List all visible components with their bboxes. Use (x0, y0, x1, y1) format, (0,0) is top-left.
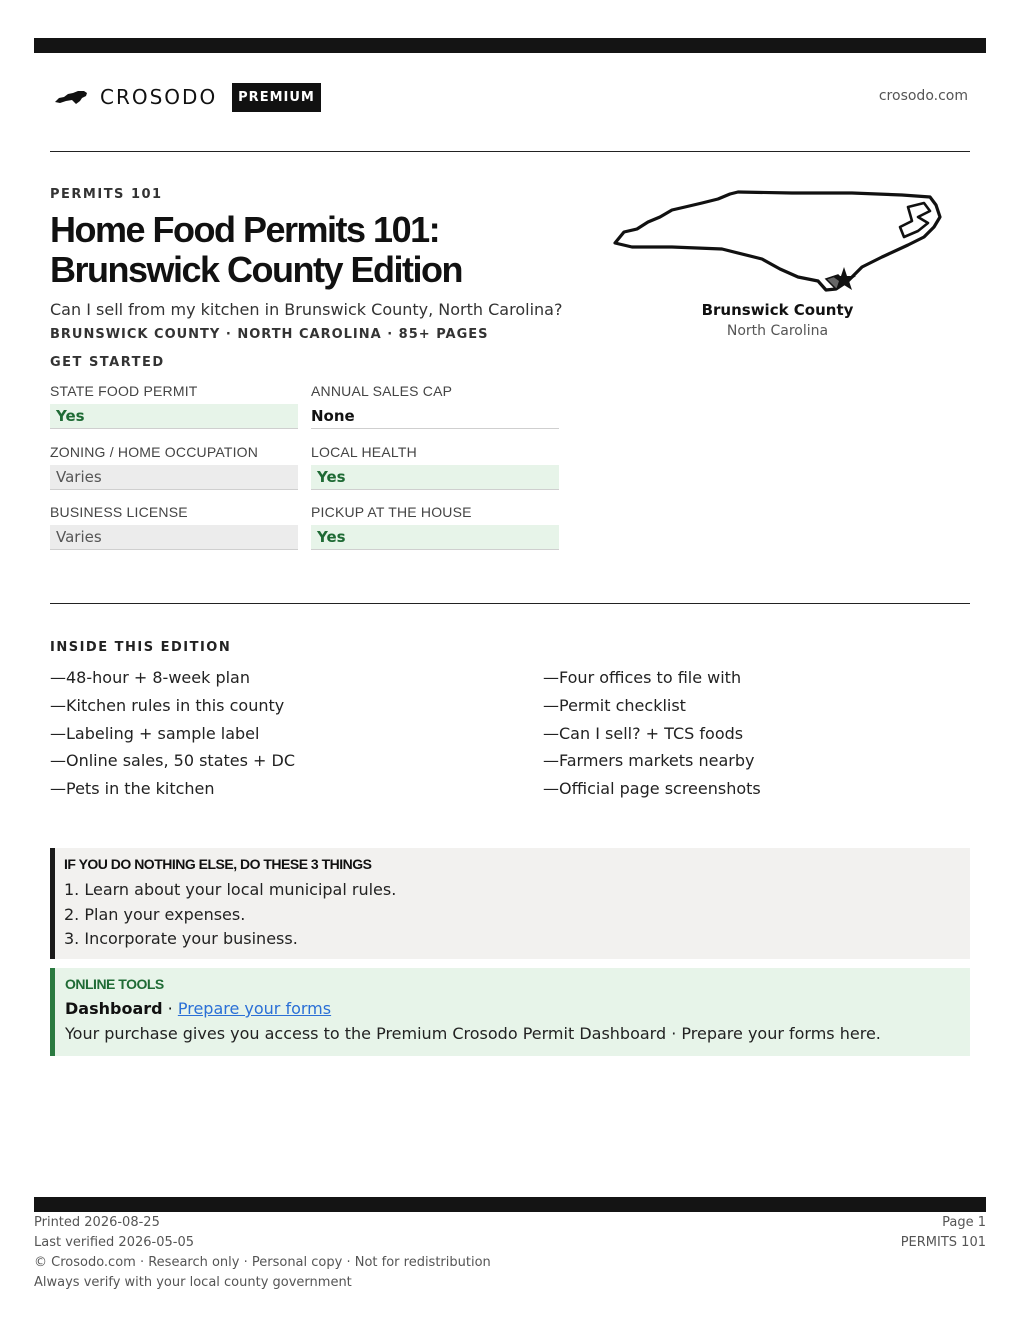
page-number: Page 1 (942, 1215, 986, 1230)
top-bar (34, 38, 986, 53)
tools-separator: · (162, 999, 178, 1018)
online-tools-callout (50, 968, 970, 1056)
tools-description: Your purchase gives you access to the Premium Crosodo Permit Dashboard · Prepare your forms here. (65, 1024, 881, 1043)
get-started-heading: GET STARTED (50, 355, 165, 370)
fact-state-food-permit (50, 383, 298, 429)
header-divider (50, 151, 970, 152)
section-kicker: PERMITS 101 (50, 187, 163, 202)
brand[interactable] (54, 84, 217, 110)
fact-local-health (311, 444, 559, 490)
map-state-name: North Carolina (726, 323, 829, 339)
site-url[interactable]: crosodo.com (878, 88, 968, 104)
fact-value: Yes (311, 465, 559, 490)
page-title (50, 210, 610, 290)
list-item: —Labeling + sample label (50, 723, 260, 743)
fact-label: STATE FOOD PERMIT (50, 383, 198, 399)
tools-title: ONLINE TOOLS (65, 976, 164, 992)
list-item: —Four offices to file with (543, 668, 742, 687)
inside-list-right (543, 664, 761, 803)
fact-annual-sales-cap (311, 383, 559, 429)
prepare-forms-link[interactable]: Prepare your forms (177, 999, 332, 1018)
fact-business-license (50, 504, 298, 550)
step-item: 2. Plan your expenses. (64, 904, 246, 924)
callout-title: IF YOU DO NOTHING ELSE, DO THESE 3 THINGS (64, 856, 372, 872)
disclaimer: Always verify with your local county government (34, 1275, 352, 1290)
premium-badge: PREMIUM (232, 83, 321, 112)
page-title-line2: Brunswick County Edition (50, 249, 463, 290)
list-item: —Official page screenshots (543, 779, 761, 799)
tools-line (65, 999, 970, 1018)
inside-list-left (50, 664, 295, 803)
fact-label: ZONING / HOME OCCUPATION (50, 444, 259, 460)
section-divider (50, 603, 970, 604)
footer-right (901, 1213, 986, 1253)
footer-section: PERMITS 101 (900, 1235, 986, 1250)
printed-date: Printed 2026-08-25 (34, 1215, 160, 1230)
fact-zoning (50, 444, 298, 490)
fact-value: None (311, 404, 559, 429)
fact-value: Varies (50, 525, 298, 550)
page-subtitle: Can I sell from my kitchen in Brunswick County, North Carolina? (50, 300, 563, 319)
step-item: 1. Learn about your local municipal rules. (64, 880, 397, 899)
footer-left (34, 1213, 491, 1293)
bottom-bar (34, 1197, 986, 1212)
nc-state-silhouette-icon (54, 89, 88, 105)
fact-pickup-at-house (311, 504, 559, 550)
brand-name: CROSODO (100, 85, 218, 109)
three-things-callout (50, 848, 970, 959)
edition-meta: BRUNSWICK COUNTY · NORTH CAROLINA · 85+ PAGES (50, 327, 489, 342)
step-item: 3. Incorporate your business. (64, 929, 298, 948)
list-item: —Online sales, 50 states + DC (50, 751, 296, 771)
fact-label: BUSINESS LICENSE (50, 504, 188, 520)
list-item: —Pets in the kitchen (50, 779, 215, 799)
list-item: —48-hour + 8-week plan (50, 668, 250, 687)
verified-date: Last verified 2026-05-05 (34, 1235, 194, 1250)
list-item: —Permit checklist (543, 695, 686, 715)
north-carolina-outline-map (612, 185, 944, 297)
inside-heading: INSIDE THIS EDITION (50, 640, 232, 655)
map-county-name: Brunswick County (701, 301, 854, 319)
fact-label: PICKUP AT THE HOUSE (311, 504, 472, 520)
list-item: —Can I sell? + TCS foods (543, 723, 744, 743)
list-item: —Farmers markets nearby (543, 751, 755, 771)
fact-value: Varies (50, 465, 298, 490)
dashboard-label: Dashboard (65, 999, 163, 1018)
page-title-line1: Home Food Permits 101: (50, 209, 440, 250)
copyright: © Crosodo.com · Research only · Personal copy · Not for redistribution (34, 1255, 491, 1270)
fact-label: ANNUAL SALES CAP (311, 383, 453, 399)
list-item: —Kitchen rules in this county (50, 695, 285, 715)
fact-value: Yes (311, 525, 559, 550)
fact-value: Yes (50, 404, 298, 429)
fact-label: LOCAL HEALTH (311, 444, 417, 460)
